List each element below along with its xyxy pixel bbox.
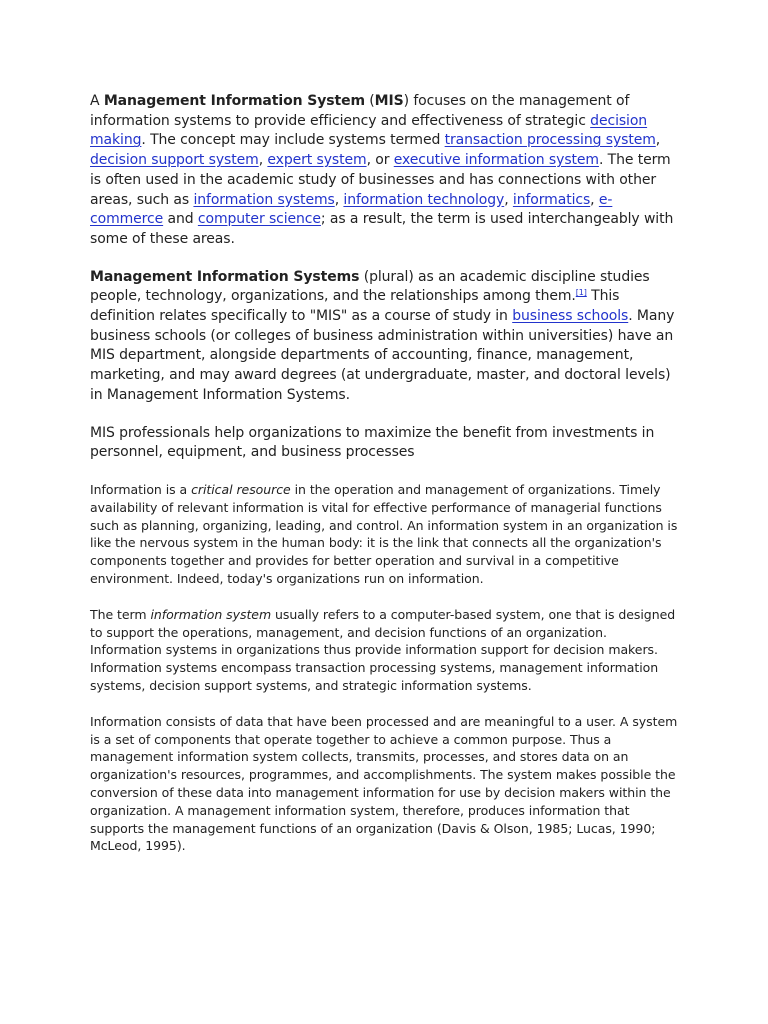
- text: and: [163, 211, 198, 228]
- text: ,: [258, 152, 268, 169]
- link-information-systems[interactable]: information systems: [193, 191, 335, 208]
- link-informatics[interactable]: informatics: [512, 191, 591, 208]
- text: . The concept may include systems termed: [141, 132, 445, 149]
- paragraph-mis-definition: [90, 92, 682, 250]
- document-page: [90, 92, 682, 855]
- text: , or: [366, 152, 394, 169]
- text: MIS professionals help organizations to maximize the benefit from investments in personnel, equipment, and business processes: [90, 424, 655, 461]
- text: ,: [504, 191, 513, 208]
- link-executive-information-system[interactable]: executive information system: [393, 152, 599, 169]
- citation-link[interactable]: [1]: [575, 288, 587, 298]
- term-management-information-systems: Management Information Systems: [90, 268, 360, 285]
- text: . The term is often used in the academic study of businesses and has connections with other areas, such as: [90, 152, 671, 208]
- text: (plural) as an academic discipline studies people, technology, organizations, and the relationships among them.: [90, 268, 650, 305]
- text: A: [90, 93, 104, 109]
- text: ,: [655, 132, 661, 149]
- paragraph-information-definition: [90, 713, 682, 855]
- text: This definition relates specifically to "MIS" as a course of study in: [90, 288, 620, 325]
- text: ,: [590, 191, 599, 208]
- term-mis: MIS: [374, 93, 404, 109]
- paragraph-information-resource: [90, 481, 682, 588]
- term-management-information-system: Management Information System: [103, 93, 365, 109]
- link-decision-support-system[interactable]: decision support system: [90, 152, 259, 169]
- text: (: [364, 93, 375, 109]
- link-transaction-processing-system[interactable]: transaction processing system: [444, 132, 656, 149]
- text: ,: [334, 191, 344, 208]
- text: The term: [90, 606, 151, 622]
- text: ; as a result, the term is used interchangeably with some of these areas.: [90, 211, 674, 247]
- text: . Many business schools (or colleges of business administration within universities) have an MIS department, alongside departments of accounting, finance, management, marketing, and may award degrees (at undergraduate, master, and doctoral levels) in Management Information Systems.: [90, 308, 675, 403]
- paragraph-information-system-term: [90, 606, 682, 695]
- citation-reference: [576, 288, 587, 297]
- link-decision-making[interactable]: decision making: [90, 112, 648, 149]
- text: Information is a: [90, 481, 192, 497]
- text: usually refers to a computer-based system, one that is designed to support the operations, management, and decision functions of an organization. Information systems in organizations thus provide information support for decision makers. Information systems encompass transaction processing systems, management information systems, decision support systems, and strategic information systems.: [90, 606, 676, 693]
- link-business-schools[interactable]: business schools: [512, 308, 629, 325]
- paragraph-mis-professionals: [90, 424, 682, 463]
- term-critical-resource: critical resource: [191, 481, 291, 497]
- link-computer-science[interactable]: computer science: [197, 211, 321, 228]
- text: Information consists of data that have been processed and are meaningful to a user. A system is a set of components that operate together to achieve a common purpose. Thus a management information system collects, transmits, processes, and stores data on an organization's resources, programmes, and accomplishments. The system makes possible the conversion of these data into management information for use by decision makers within the organization. A management information system, therefore, produces information that supports the management functions of an organization (Davis & Olson, 1985; Lucas, 1990; McLeod, 1995).: [90, 713, 678, 854]
- link-expert-system[interactable]: expert system: [267, 152, 367, 169]
- link-e-commerce[interactable]: e-commerce: [90, 191, 613, 228]
- text: in the operation and management of organizations. Timely availability of relevant information is vital for effective performance of managerial functions such as planning, organizing, leading, and control. An information system in an organization is like the nervous system in the human body: it is the link that connects all the organization's components together and provides for better operation and survival in a competitive environment. Indeed, today's organizations run on information.: [90, 481, 678, 586]
- text: ) focuses on the management of information systems to provide efficiency and effectiveness of strategic: [90, 93, 630, 129]
- link-information-technology[interactable]: information technology: [343, 191, 505, 208]
- term-information-system: information system: [150, 606, 272, 622]
- paragraph-mis-discipline: [90, 268, 682, 406]
